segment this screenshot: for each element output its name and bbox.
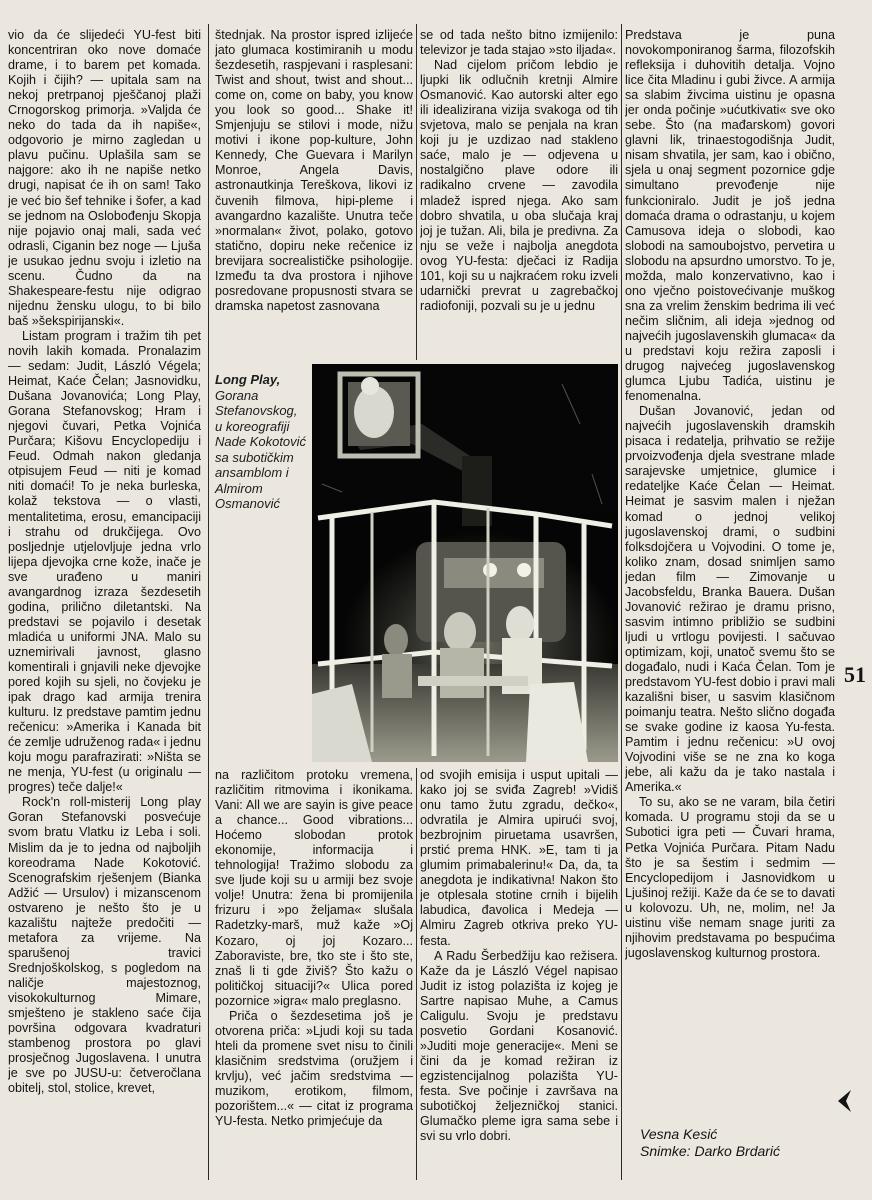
article-paragraph: Listam program i tražim tih pet novih lakih komada. Pronalazim — sedam: Judit, László Végela; Heimat, Kaće Čelan; Jasnovidku, Dušana Jovanovića; Long Play, Gorana Stefanovskog; Hram i njegovi čuvari, Petka Vojnića Purčara; Kišovu Encyclopediju i Feud. Odmah nakon gledanja otpisujem Feud — niti je komad niti domaći! To je neka burleska, kolaž tekstova — o vlasti, mentalitetima, erosu, emancipaciji i strahu od drukčijega. Ovo posljednje utjelovljuje jedna vrlo lijepa djevojka crne kože, inače je sve urađeno u maniri avangardnog izraza šezdesetih godina, prilično diletantski. Na predstavi se pojavilo i desetak mladića u uniformi JNA. Malo su uznemirivali javnost, glasno komentirali i gnjavili neke djevojke pored kojih su sjeli, no čovjeku je ipak drago kad armija trenira kulturu. Iz predstave pamtim jednu rečenicu: »Amerika i Kanada bit će zemlje udruženog rada« i jednu koju mogu parafrazirati: »Ništa se ne menja, YU-fest (u originalu — progres) teče dalje!«: [8, 328, 201, 795]
caption-text: Gorana Stefanovskog, u koreografiji Nade Kokotović sa subotičkim ansamblom i Almirom Osmanović: [215, 387, 307, 511]
byline: [640, 1126, 840, 1160]
article-paragraph: Priča o šezdesetima još je otvorena priča: »Ljudi koji su tada hteli da promene svet nisu to činili klasičnim sredstvima (oružjem i krvlju), već jačim sredstvima — muzikom, erotikom, filmom, pozorištem...« — citat iz programa YU-festa. Netko primjećuje da: [215, 1008, 413, 1129]
column-divider: [416, 768, 417, 1180]
article-paragraph: Predstava je puna novokomponiranog šarma, filozofskih refleksija i duhovitih detalja. Vojno lice čita Mladinu i gubi živce. A armija sa slabim živcima uistinu je opasna jer onda počinje »ućutkivati« sve oko sebe. Što (na mađarskom) govori glavni lik, trinaestogodišnja Judit, nisam shvatila, jer sam, kao i obično, sjela u onaj segment pozornice gdje simultano prevođenje nije funkcioniralo. Judit je još jedna domaća drama o odrastanju, u kojem Camusova ideja o slobodi, kao slobodi na samoubojstvo, pervetira u slobodu na apsurdno umorstvo. To je, možda, malo konzervativno, kao i ono vječno poistovećivanje muškog sna za vrelim ženskim bedrima ili već nečim sličnim, ali ideja »jednog od najvećih jugoslavenskih glumaca« da u predstavi koju režira zaposli i drugog najvećeg jugoslavenskog glumca Ljubu Tadića, uistinu je fenomenalna.: [625, 28, 835, 404]
photo-credit: Snimke: Darko Brdarić: [640, 1143, 781, 1159]
article-paragraph: Rock'n roll-misterij Long play Goran Stefanovski posvećuje svom bratu Vlatku iz Leba i soli. Mislim da je to jedna od najboljih koreodrama Nade Kokotović. Scenografskim rješenjem (Bianka Adžić — Ursulov) i mizanscenom ostvareno je nešto što je u kazalištu najteže predočiti — metafora za vrijeme. Na sparušenoj travici Srednjoškolskog, s pogledom na naličje majestoznog, visokokulturnog Mimare, smješteno je stakleno saće čija površina odgovara kvadraturi stambenog prostora po glavi prosječnog Jugoslavena. I unutra je sve po JUSU-u: četveročlana obitelj, stol, stolice, krevet,: [8, 795, 201, 1096]
text-column-1: [8, 28, 201, 1178]
article-paragraph: To su, ako se ne varam, bila četiri komada. U programu stoji da se u Subotici igra peti — Čuvari hrama, Petka Vojnića Purčara. Pitam Nadu što je sa šestim i sedmim — Encyclopedijom i Jasnovidkom u Ljušinoj režiji. Kaže da će se to davati u kolovozu. Uh, ne, molim, ne! Ja uistinu više nemam snage juriti za njihovim predstavama po bespućima jugoslavenskog kulturnog prostora.: [625, 795, 835, 960]
text-column-2-top: [215, 28, 413, 368]
article-paragraph: Nad cijelom pričom lebdio je ljupki lik odlučnih kretnji Almire Osmanović. Kao autorski alter ego ili idealizirana vizija svakoga od tih svjetova, malo se penjala na kran koji ju je uzdizao nad stakleno saće, malo je — odjevena u nostalgično plave odore ili radikalno crvene — zavodila mladež ispred njega. Ako sam dobro shvatila, u oba slučaja kraj joj je tužan. Ali, bila je predivna. Za nju se veže i najbolja anegdota ovog YU-festa: dječaci iz Radija 101, koji su u najkraćem roku izveli udarnički prevrat u zagrebačkoj radiofoniji, pozvali su je u jednu: [420, 58, 618, 313]
text-column-3-top: [420, 28, 618, 364]
page-number: 51: [844, 662, 866, 687]
column-divider: [208, 24, 209, 1180]
article-paragraph: Dušan Jovanović, jedan od najvećih jugoslavenskih dramskih pisaca i redatelja, prihvatio se režije prvoizvođenja djela svestrane mlade sarajevske umjetnice, glumice i redateljke Kaće Čelan — Heimat. Heimat je sasvim malen i nježan komad o jednoj velikoj jugoslavenskoj drami, o sudbini folksdojčera u Vojvodini. O tome je, koliko znam, dosad snimljen samo jedan film — Zimovanje u Jacobsfeldu, Branka Bauera. Dušan Jovanović režirao je dramu prisno, sasvim intimno približio se sudbini ljudi u vrtlogu povijesti. I sačuvao optimizam, koji, unatoč svemu što se događalo, nudi i Kaća Čelan. Tom je predstavom YU-fest dobio i pravi mali kazališni biser, u sasvim klasičnom poimanju teatra. Nešto slično događa se svake godine iz kaosa Yu-festa. Pamtim i jednu rečenicu: »U ovoj Vojvodini više se ne zna ko koga jebe, ali kažu da je tako nastala i Amerika.«: [625, 404, 835, 795]
article-paragraph: na različitom protoku vremena, različitim ritmovima i ikonikama. Vani: All we are sayin is give peace a chance... Good vibrations... Hoćemo slobodan protok ekonomije, informacija i tehnologija! Tražimo slobodu za sve ljude koji su u armiji bez svoje volje! Unutra: žena bi promijenila frizuru i »po željama« slušala Radetzky-marš, muž kaže »Oj Kozaro, oj joj Kozaro... Zaboraviste, bre, tko ste i što ste, znaš li ti gde živiš? Što kažu o političkoj situaciji?« Ulica pored pozornice »igra« malo preglasno.: [215, 768, 413, 1008]
stage-photo-image: [312, 364, 618, 762]
article-paragraph: A Radu Šerbedžiju kao režisera. Kaže da je László Végel napisao Judit iz istog polazišta iz kojeg je Sartre napisao Muhe, a Camus Caligulu. Svoju je predstavu posvetio Gordani Kosanović. »Juditi moje generacije«. Meni se čini da je komad režiran iz egzistencijalnog polazišta YU-festa. Sve počinje i završava na subotičkoj željezničkoj stanici. Glumačko pleme igra sama sebe i svi su vrlo dobri.: [420, 948, 618, 1144]
text-column-3-bottom: [420, 768, 618, 1188]
author-name: Vesna Kesić: [640, 1126, 718, 1142]
text-column-2-bottom: [215, 768, 413, 1188]
article-paragraph: vio da će slijedeći YU-fest biti koncentriran oko nove domaće drame, i to barem pet komada. Kojih i čijih? — upitala sam na nekoj pretrpanoj pješčanoj plaži Crnogorskog primorja. »Valjda će neko do tada da ih napiše«, odgovorio je mirno zagledan u plavu pučinu. Uplašila sam se najgore: ako ih ne napiše netko drugi, napisat će ih on sam! Tako je već bio šef tehnike i šofer, a kad se jednom na Oslobođenju Skopja nije pojavio onaj mali, sada već odrasli, Ciganin bez noge — Ljuša je usukao jednu svoju i izletio na scenu. Čudno da na Shakespeare-festu nije odigrao nijednu žensku ulogu, to bi bilo baš »šekspirijanski«.: [8, 28, 201, 328]
stage-photo: [312, 364, 618, 762]
column-divider: [416, 24, 417, 360]
column-divider: [621, 24, 622, 1180]
article-paragraph: se od tada nešto bitno izmijenilo: televizor je tada stajao »sto iljada«.: [420, 28, 618, 58]
end-of-article-icon: [835, 1088, 855, 1114]
article-paragraph: od svojih emisija i usput upitali — kako joj se sviđa Zagreb! »Vidiš onu tamo žutu zgradu, dečko«, odvratila je Almira upirući svoj, bezbrojnim piruetama usavršen, prstić prema HNK. »E, tam ti ja glumim primabalerinu!« Da, da, ta anegdota je indikativna! Nakon što je otplesala stotine crnih i bijelih labudica, đavolica i Medeja — Almiru Zagreb otkriva preko YU-festa.: [420, 768, 618, 948]
text-column-4: [625, 28, 835, 1128]
photo-caption: [215, 372, 307, 512]
caption-title: Long Play,: [215, 372, 281, 387]
article-paragraph: štednjak. Na prostor ispred izlijeće jato glumaca kostimiranih u modu šezdesetih, raspjevani i rasplesani: Twist and shout, twist and shout... come on, come on baby, you know you look so good... Shake it! Smjenjuju se stilovi i mode, nižu motivi i ikone pop-kulture, John Kennedy, Che Guevara i Marilyn Monroe, Angela Davis, astronautkinja Tereškova, likovi iz čuvenih filmova, hipi-pleme i avangardno kazalište. Unutra teče »normalan« život, polako, gotovo statično, dopiru neke rečenice iz brevijara socrealističke psihologije. Između ta dva prostora i njihove posredovane propusnosti stvara se dramska napetost zasnovana: [215, 28, 413, 313]
